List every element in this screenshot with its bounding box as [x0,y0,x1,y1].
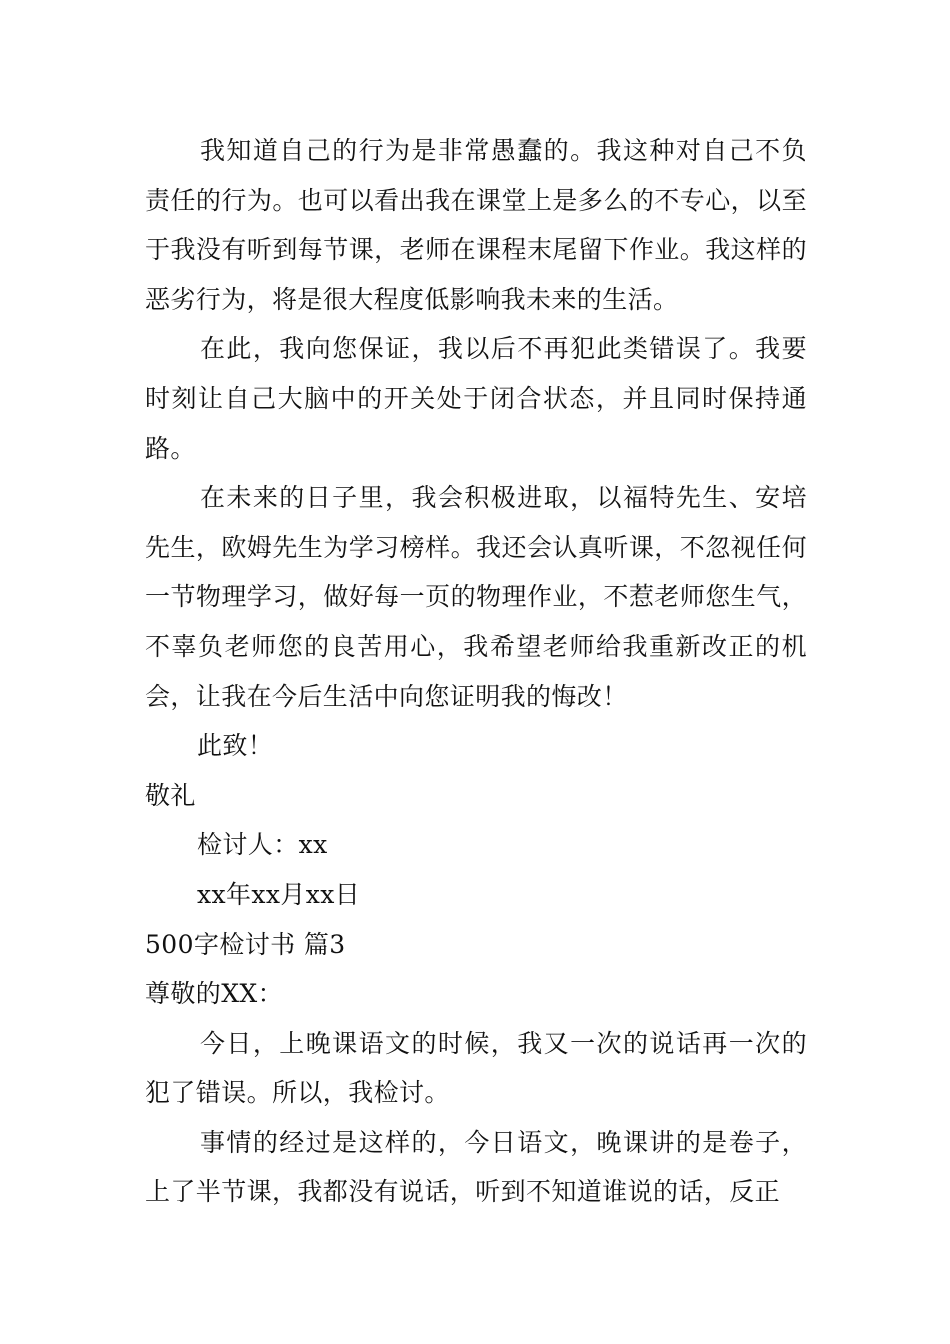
paragraph-1: 我知道自己的行为是非常愚蠢的。我这种对自己不负责任的行为。也可以看出我在课堂上是多么的不专心，以至于我没有听到每节课，老师在课程末尾留下作业。我这样的恶劣行为，将是很大程度低影响我未来的生活。 [145,136,807,314]
paragraph-2: 在此，我向您保证，我以后不再犯此类错误了。我要时刻让自己大脑中的开关处于闭合状态，并且同时保持通路。 [145,334,807,463]
greeting-line: 尊敬的XX： [145,979,283,1009]
paragraph-5: 事情的经过是这样的，今日语文，晚课讲的是卷子，上了半节课，我都没有说话，听到不知道谁说的话，反正 [145,1127,807,1207]
salute-line: 敬礼 [145,780,196,810]
paragraph-4: 今日，上晚课语文的时候，我又一次的说话再一次的犯了错误。所以，我检讨。 [145,1028,807,1108]
date-line: xx年xx月xx日 [197,879,361,909]
signer-line: 检讨人：xx [197,830,328,860]
paragraph-3: 在未来的日子里，我会积极进取，以福特先生、安培先生，欧姆先生为学习榜样。我还会认真听课，不忽视任何一节物理学习，做好每一页的物理作业，不惹老师您生气，不辜负老师您的良苦用心，我希望老师给我重新改正的机会，让我在今后生活中向您证明我的悔改！ [145,483,807,711]
closing-line: 此致！ [197,731,274,761]
document-body [145,126,807,1217]
section-title: 500字检讨书 篇3 [145,929,346,959]
